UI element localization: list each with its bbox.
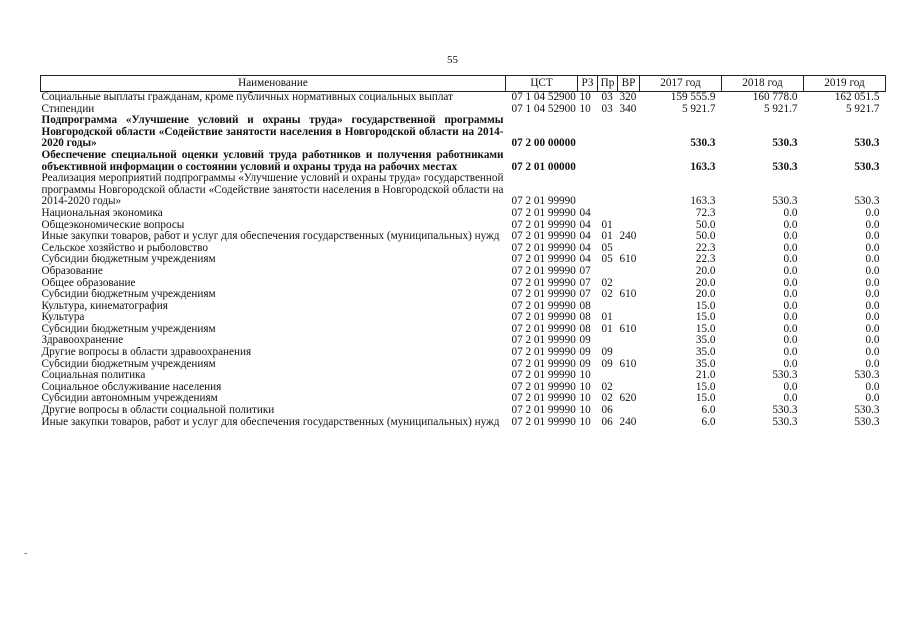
row-vr: 240 (619, 416, 637, 428)
row-value-2018: 0.0 (783, 254, 798, 266)
row-name: Субсидии автономным учреждениям (41, 393, 218, 405)
row-value-2019: 0.0 (865, 254, 880, 266)
row-value-2017: 15.0 (695, 393, 716, 405)
row-value-2019: 0.0 (865, 231, 880, 243)
row-pr: 02 (601, 289, 613, 301)
row-value-2018: 530.3 (772, 416, 798, 428)
row-name: Реализация мероприятий подпрограммы «Улучшение условий и охраны труда» государственной программы Новгородской области «Содействие занятости населения в Новгородской области на 2014-2020 годы» (41, 173, 504, 208)
header-vr: ВР (618, 76, 640, 92)
row-value-2017: 35.0 (695, 347, 716, 359)
row-value-2018: 0.0 (783, 265, 798, 277)
row-vr (618, 208, 640, 220)
page-number: 55 (447, 54, 458, 66)
table-row (41, 115, 886, 150)
row-cst: 07 2 01 00000 (511, 160, 576, 173)
row-cst: 07 2 01 99990 (511, 195, 576, 208)
row-name: Социальное обслуживание населения (41, 381, 222, 393)
row-vr (618, 173, 640, 208)
row-value-2019: 530.3 (854, 160, 880, 173)
row-value-2018: 160 778.0 (752, 91, 798, 103)
row-value-2018: 530.3 (772, 160, 798, 173)
row-pr: 03 (601, 103, 613, 115)
row-value-2017: 35.0 (695, 335, 716, 347)
row-value-2018: 530.3 (772, 405, 798, 417)
header-2019: 2019 год (804, 76, 886, 92)
row-rz: 04 (579, 207, 591, 219)
table-row (41, 417, 886, 429)
row-rz: 08 (579, 323, 591, 335)
table-row (41, 359, 886, 371)
row-value-2017: 22.3 (695, 242, 716, 254)
table-row (41, 150, 886, 173)
row-name: Здравоохранение (41, 335, 124, 347)
row-name: Субсидии бюджетным учреждениям (41, 323, 216, 335)
row-pr (598, 115, 618, 150)
row-value-2019: 0.0 (865, 381, 880, 393)
row-value-2019: 0.0 (865, 393, 880, 405)
row-rz: 10 (579, 91, 591, 103)
row-value-2018: 0.0 (783, 300, 798, 312)
row-cst: 07 2 01 99990 (511, 242, 576, 254)
row-value-2019: 0.0 (865, 242, 880, 254)
row-value-2018: 0.0 (783, 335, 798, 347)
row-cst: 07 2 00 00000 (511, 137, 576, 150)
table-row (41, 92, 886, 104)
row-value-2017: 6.0 (701, 416, 716, 428)
row-rz: 04 (579, 219, 591, 231)
row-value-2019: 5 921.7 (845, 103, 880, 115)
row-value-2018: 0.0 (783, 231, 798, 243)
row-pr: 01 (601, 219, 613, 231)
row-value-2017: 20.0 (695, 289, 716, 301)
row-value-2018: 5 921.7 (763, 103, 798, 115)
row-value-2018: 0.0 (783, 289, 798, 301)
row-value-2019: 0.0 (865, 207, 880, 219)
row-value-2017: 22.3 (695, 254, 716, 266)
row-cst: 07 2 01 99990 (511, 254, 576, 266)
table-row (41, 370, 886, 382)
row-value-2019: 0.0 (865, 277, 880, 289)
row-value-2017: 15.0 (695, 381, 716, 393)
row-name: Образование (41, 265, 103, 277)
table-header-row (41, 76, 886, 92)
row-pr (598, 208, 618, 220)
row-vr (618, 312, 640, 324)
row-rz: 09 (579, 347, 591, 359)
table-row (41, 208, 886, 220)
row-value-2017: 21.0 (695, 370, 716, 382)
row-name: Национальная экономика (41, 207, 163, 219)
row-rz: 07 (579, 277, 591, 289)
row-cst: 07 2 01 99990 (511, 358, 576, 370)
row-rz: 04 (579, 254, 591, 266)
row-value-2017: 15.0 (695, 323, 716, 335)
row-rz: 07 (579, 289, 591, 301)
row-rz (578, 173, 598, 208)
row-value-2017: 5 921.7 (681, 103, 716, 115)
row-value-2019: 530.3 (854, 195, 880, 208)
table-row (41, 393, 886, 405)
row-rz: 10 (579, 405, 591, 417)
row-name: Другие вопросы в области здравоохранения (41, 347, 252, 359)
row-value-2019: 530.3 (854, 370, 880, 382)
row-vr: 320 (619, 91, 637, 103)
row-pr (598, 150, 618, 173)
row-pr: 02 (601, 381, 613, 393)
table-row (41, 312, 886, 324)
row-name: Стипендии (41, 103, 95, 115)
table-row (41, 278, 886, 290)
row-value-2019: 0.0 (865, 335, 880, 347)
row-vr (618, 150, 640, 173)
row-value-2017: 20.0 (695, 277, 716, 289)
row-name: Другие вопросы в области социальной политики (41, 405, 275, 417)
row-name: Субсидии бюджетным учреждениям (41, 289, 216, 301)
row-pr: 03 (601, 91, 613, 103)
table-row (41, 405, 886, 417)
row-value-2019: 0.0 (865, 300, 880, 312)
row-cst: 07 2 01 99990 (511, 393, 576, 405)
row-value-2017: 50.0 (695, 219, 716, 231)
table-row (41, 220, 886, 232)
row-value-2019: 530.3 (854, 416, 880, 428)
row-vr (618, 220, 640, 232)
table-row (41, 254, 886, 266)
row-name: Социальные выплаты гражданам, кроме публичных нормативных социальных выплат (41, 91, 453, 103)
row-pr: 02 (601, 393, 613, 405)
row-value-2017: 50.0 (695, 231, 716, 243)
row-rz: 04 (579, 231, 591, 243)
row-value-2018: 0.0 (783, 242, 798, 254)
row-pr: 01 (601, 231, 613, 243)
table-row (41, 243, 886, 255)
row-vr (618, 335, 640, 347)
row-rz: 04 (579, 242, 591, 254)
row-rz: 09 (579, 358, 591, 370)
row-cst: 07 2 01 99990 (511, 289, 576, 301)
row-cst: 07 2 01 99990 (511, 381, 576, 393)
row-value-2017: 163.3 (690, 195, 716, 208)
row-cst: 07 2 01 99990 (511, 300, 576, 312)
table-row (41, 289, 886, 301)
row-name: Иные закупки товаров, работ и услуг для обеспечения государственных (муниципальных) нужд (41, 416, 500, 428)
header-2018: 2018 год (722, 76, 804, 92)
row-vr: 620 (619, 393, 637, 405)
row-cst: 07 2 01 99990 (511, 416, 576, 428)
row-value-2018: 0.0 (783, 358, 798, 370)
budget-table (40, 75, 886, 428)
header-rz: РЗ (578, 76, 598, 92)
row-name: Субсидии бюджетным учреждениям (41, 254, 216, 266)
row-cst: 07 2 01 99990 (511, 347, 576, 359)
row-pr (598, 335, 618, 347)
row-pr: 01 (601, 312, 613, 324)
row-vr (618, 115, 640, 150)
row-rz: 10 (579, 416, 591, 428)
row-vr: 610 (619, 323, 637, 335)
table-row (41, 382, 886, 394)
row-pr: 05 (601, 242, 613, 254)
row-pr (598, 301, 618, 313)
table-row (41, 104, 886, 116)
row-value-2018: 530.3 (772, 195, 798, 208)
row-value-2019: 0.0 (865, 265, 880, 277)
row-value-2017: 530.3 (690, 137, 716, 150)
table-row (41, 231, 886, 243)
row-value-2018: 0.0 (783, 323, 798, 335)
row-pr (598, 173, 618, 208)
row-rz: 10 (579, 370, 591, 382)
row-cst: 07 2 01 99990 (511, 277, 576, 289)
row-rz: 08 (579, 300, 591, 312)
row-value-2019: 0.0 (865, 323, 880, 335)
row-value-2018: 530.3 (772, 137, 798, 150)
row-vr: 240 (619, 231, 637, 243)
row-value-2019: 0.0 (865, 289, 880, 301)
row-value-2017: 72.3 (695, 207, 716, 219)
row-pr: 09 (601, 358, 613, 370)
row-pr (598, 370, 618, 382)
row-value-2019: 530.3 (854, 137, 880, 150)
row-cst: 07 1 04 52900 (511, 103, 576, 115)
row-vr (618, 370, 640, 382)
row-pr: 09 (601, 347, 613, 359)
row-vr: 610 (619, 289, 637, 301)
row-cst: 07 1 04 52900 (511, 91, 576, 103)
row-value-2017: 6.0 (701, 405, 716, 417)
row-value-2018: 0.0 (783, 393, 798, 405)
row-name: Сельское хозяйство и рыболовство (41, 242, 208, 254)
row-name: Обеспечение специальной оценки условий труда работников и получения работниками объективной информации о состоянии условий и охраны труда на рабочих местах (41, 149, 504, 173)
row-cst: 07 2 01 99990 (511, 231, 576, 243)
table-row (41, 266, 886, 278)
table-row (41, 347, 886, 359)
row-pr: 06 (601, 416, 613, 428)
row-value-2018: 0.0 (783, 312, 798, 324)
row-vr: 610 (619, 254, 637, 266)
row-value-2019: 0.0 (865, 358, 880, 370)
row-vr (618, 266, 640, 278)
header-name: Наименование (41, 76, 506, 92)
row-rz (578, 115, 598, 150)
row-pr (598, 266, 618, 278)
row-rz (578, 150, 598, 173)
row-name: Культура, кинематография (41, 300, 168, 312)
row-value-2018: 0.0 (783, 219, 798, 231)
row-value-2019: 530.3 (854, 405, 880, 417)
row-value-2017: 163.3 (690, 160, 716, 173)
row-cst: 07 2 01 99990 (511, 323, 576, 335)
row-pr: 01 (601, 323, 613, 335)
table-row (41, 335, 886, 347)
table-row (41, 324, 886, 336)
row-pr: 02 (601, 277, 613, 289)
table-row (41, 301, 886, 313)
row-rz: 10 (579, 381, 591, 393)
row-value-2017: 159 555.9 (670, 91, 716, 103)
row-value-2018: 530.3 (772, 370, 798, 382)
row-value-2018: 0.0 (783, 381, 798, 393)
row-value-2017: 15.0 (695, 300, 716, 312)
row-vr: 340 (619, 103, 637, 115)
row-vr: 610 (619, 358, 637, 370)
row-cst: 07 2 01 99990 (511, 405, 576, 417)
row-value-2017: 20.0 (695, 265, 716, 277)
row-value-2018: 0.0 (783, 277, 798, 289)
row-value-2017: 35.0 (695, 358, 716, 370)
header-pr: Пр (598, 76, 618, 92)
row-vr (618, 243, 640, 255)
row-name: Субсидии бюджетным учреждениям (41, 358, 216, 370)
table-row (41, 173, 886, 208)
row-name: Общее образование (41, 277, 136, 289)
row-vr (618, 347, 640, 359)
row-name: Подпрограмма «Улучшение условий и охраны труда» государственной программы Новгородской области «Содействие занятости населения в Новгородской области на 2014-2020 годы» (41, 115, 504, 150)
row-cst: 07 2 01 99990 (511, 219, 576, 231)
row-vr (618, 278, 640, 290)
row-value-2019: 0.0 (865, 219, 880, 231)
row-rz: 09 (579, 335, 591, 347)
row-vr (618, 301, 640, 313)
row-cst: 07 2 01 99990 (511, 207, 576, 219)
row-value-2017: 15.0 (695, 312, 716, 324)
row-cst: 07 2 01 99990 (511, 312, 576, 324)
row-pr: 06 (601, 405, 613, 417)
row-value-2019: 162 051.5 (834, 91, 880, 103)
row-vr (618, 405, 640, 417)
row-name: Общеэкономические вопросы (41, 219, 185, 231)
row-name: Социальная политика (41, 370, 146, 382)
row-cst: 07 2 01 99990 (511, 370, 576, 382)
row-value-2018: 0.0 (783, 347, 798, 359)
header-cst: ЦСТ (506, 76, 578, 92)
row-rz: 10 (579, 393, 591, 405)
margin-mark: - (24, 548, 28, 559)
row-value-2019: 0.0 (865, 347, 880, 359)
row-name: Культура (41, 312, 85, 324)
row-vr (618, 382, 640, 394)
row-pr: 05 (601, 254, 613, 266)
row-value-2019: 0.0 (865, 312, 880, 324)
row-rz: 10 (579, 103, 591, 115)
row-cst: 07 2 01 99990 (511, 265, 576, 277)
row-rz: 08 (579, 312, 591, 324)
row-cst: 07 2 01 99990 (511, 335, 576, 347)
row-rz: 07 (579, 265, 591, 277)
header-2017: 2017 год (640, 76, 722, 92)
row-name: Иные закупки товаров, работ и услуг для обеспечения государственных (муниципальных) нужд (41, 231, 500, 243)
row-value-2018: 0.0 (783, 207, 798, 219)
